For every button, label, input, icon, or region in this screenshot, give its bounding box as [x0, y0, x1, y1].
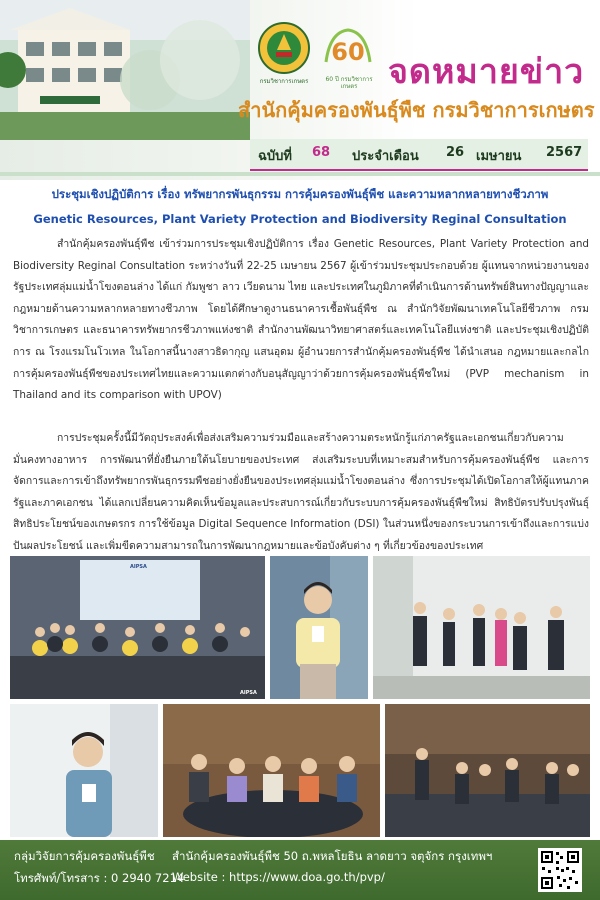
- footer-unit-name: กลุ่มวิจัยการคุ้มครองพันธุ์พืช: [14, 849, 155, 863]
- issue-month: เมษายน: [476, 149, 522, 164]
- banner-tag: AIPSA: [130, 564, 147, 570]
- article-title-thai: ประชุมเชิงปฏิบัติการ เรื่อง ทรัพยากรพันธุกรรม การคุ้มครองพันธุ์พืช และความหลากหลายทางชีวภาพ: [51, 187, 549, 201]
- group-photo: [10, 556, 265, 699]
- issue-number: 68: [312, 145, 331, 160]
- footer-website-link[interactable]: Website : https://www.doa.go.th/pvp/: [172, 870, 385, 884]
- qr-code[interactable]: [538, 848, 582, 892]
- anniversary-logo-caption: 60 ปี กรมวิชาการเกษตร: [325, 76, 373, 90]
- issue-label: ฉบับที่: [258, 149, 292, 164]
- presenter-photo: [10, 704, 158, 837]
- article-paragraph-1: สำนักคุ้มครองพันธุ์พืช เข้าร่วมการประชุมเชิงปฏิบัติการ เรื่อง Genetic Resources, Plant Variety Protection and Biodiversity Reginal Consultation ระหว่างวันที่ 22-25 เมษายน 2567 ผู้เข้าร่วมประชุมประกอบด้วย ผู้แทนจากหน่วยงานของรัฐประเทศลุ่มแม่น้ำโขงตอนล่าง ได้แก่ กัมพูชา ลาว เวียดนาม ไทย และประเทศในภูมิภาคที่ดำเนินการด้านทรัพย์สินทางปัญญาและกฎหมายด้านความหลากหลายทางชีวภาพ โดยได้ศึกษาดูงานธนาคารเชื้อพันธุ์พืช ณ สำนักวิจัยพัฒนาเทคโนโลยีชีวภาพ กรมวิชาการเกษตร และธนาคารทรัพยากรชีวภาพแห่งชาติ สำนักงานพัฒนาวิทยาศาสตร์และเทคโนโลยีแห่งชาติ และประชุมเชิงปฏิบัติการ ณ โรงแรมโนโวเทล ในโอกาสนี้นางสาวธิดากุญ แสนอุดม ผู้อำนวยการสำนักคุ้มครองพันธุ์พืช ได้นำเสนอ กฎหมายและกลไกการคุ้มครองพันธุ์พืชของประเทศไทยและความแตกต่างกับอนุสัญญาว่าด้วยการคุ้มครองพันธุ์พืชใหม่ (PVP mechanism in Thailand and its comparison with UPOV): [13, 238, 589, 402]
- panel-discussion-photo: [163, 704, 380, 837]
- anniversary-60-logo: [320, 22, 376, 74]
- office-name: สำนักคุ้มครองพันธุ์พืช กรมวิชาการเกษตร: [238, 98, 595, 122]
- anniversary-number: 60: [331, 38, 365, 66]
- newsletter-title: จดหมายข่าว: [388, 52, 585, 92]
- issue-info-bar: [250, 139, 588, 171]
- site-visit-photo: [373, 556, 590, 699]
- office-building-photo: [0, 0, 250, 140]
- doa-logo-caption: กรมวิชาการเกษตร: [259, 78, 309, 85]
- footer-phone: โทรศัพท์/โทรสาร : 0 2940 7214: [14, 871, 185, 885]
- month-label: ประจำเดือน: [352, 149, 419, 164]
- issue-year: 2567: [546, 145, 583, 160]
- speaker-photo: [270, 556, 368, 699]
- footer-address: สำนักคุ้มครองพันธุ์พืช 50 ถ.พหลโยธิน ลาดยาว จตุจักร กรุงเทพฯ: [172, 849, 493, 863]
- doa-emblem-logo: [258, 22, 310, 74]
- header-divider: [0, 172, 600, 176]
- issue-day: 26: [446, 145, 465, 160]
- meeting-room-photo: [385, 704, 590, 837]
- newsletter-header: [0, 0, 600, 180]
- newsletter-footer: [0, 840, 600, 900]
- article-paragraph-2: การประชุมครั้งนี้มีวัตถุประสงค์เพื่อส่งเสริมความร่วมมือและสร้างความตระหนักรู้แก่ภาครัฐและเอกชนเกี่ยวกับความมั่นคงทางอาหาร การพัฒนาที่ยั่งยืนภายใต้นโยบายของประเทศ ส่งเสริมระบบที่เหมาะสมสำหรับการคุ้มครองพันธุ์พืช และการจัดการและการเข้าถึงทรัพยากรพันธุกรรมพืชอย่างยั่งยืนของประเทศลุ่มแม่น้ำโขงตอนล่าง ซึ่งการประชุมได้เปิดโอกาสให้ผู้แทนภาครัฐและภาคเอกชน ได้แลกเปลี่ยนความคิดเห็นข้อมูลและประสบการณ์เกี่ยวกับระบบการคุ้มครองพันธุ์พืชใหม่ สิทธิบัตรปรับปรุงพันธุ์ สิทธิประโยชน์ของเกษตรกร การใช้ข้อมูล Digital Sequence Information (DSI) ในส่วนหนึ่งของกระบวนการเข้าถึงและการแบ่งปันผลประโยชน์ และเพิ่มขีดความสามารถในการพัฒนากฎหมายและข้อบังคับต่าง ๆ ที่เกี่ยวข้องของประเทศ: [13, 432, 589, 552]
- article-title-english: Genetic Resources, Plant Variety Protection and Biodiversity Reginal Consultation: [33, 212, 567, 226]
- corner-tag: AIPSA: [240, 690, 257, 696]
